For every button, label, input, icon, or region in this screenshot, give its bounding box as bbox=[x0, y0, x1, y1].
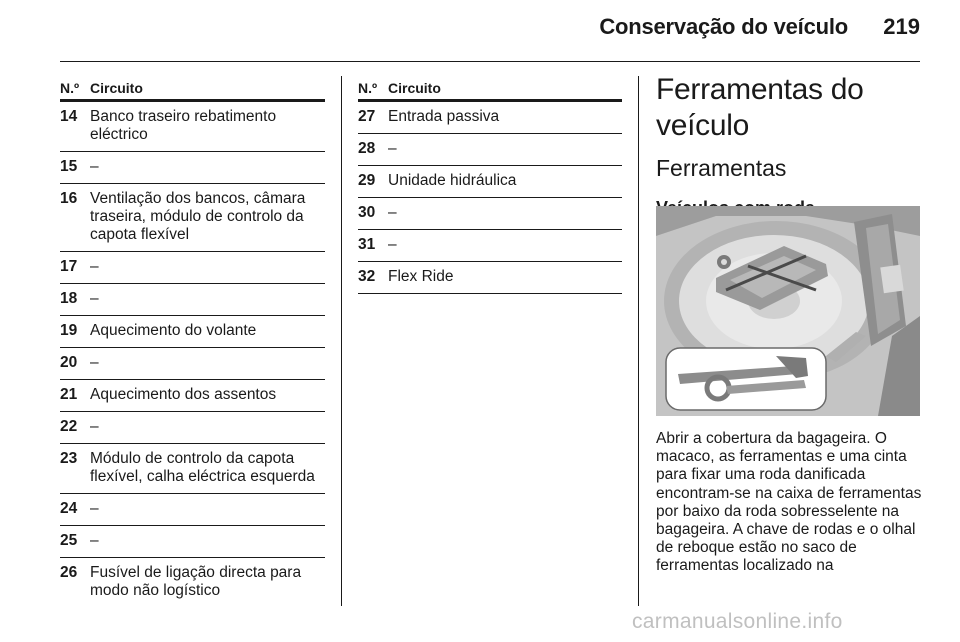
row-number: 22 bbox=[60, 418, 78, 435]
subsection-heading: Ferramentas bbox=[656, 155, 787, 181]
header-rule bbox=[60, 61, 920, 62]
header-title: Conservação do veículo bbox=[599, 14, 848, 39]
row-number: 23 bbox=[60, 450, 78, 467]
row-number: 30 bbox=[358, 204, 376, 221]
row-number: 20 bbox=[60, 354, 78, 371]
table-row bbox=[60, 102, 325, 152]
header-number: N.º bbox=[358, 80, 378, 96]
table-header bbox=[358, 80, 622, 102]
table-row bbox=[60, 494, 325, 526]
table-row bbox=[60, 526, 325, 558]
row-circuit: Unidade hidráulica bbox=[388, 172, 517, 189]
row-number: 31 bbox=[358, 236, 376, 253]
table-row bbox=[60, 558, 325, 607]
fuse-table-right bbox=[358, 80, 622, 294]
row-circuit: Entrada passiva bbox=[388, 108, 500, 125]
spare-wheel-jack-image bbox=[656, 206, 920, 416]
row-number: 32 bbox=[358, 268, 376, 285]
row-number: 17 bbox=[60, 258, 78, 275]
row-circuit: – bbox=[90, 158, 99, 175]
row-number: 15 bbox=[60, 158, 78, 175]
table-row bbox=[60, 412, 325, 444]
table-row bbox=[60, 316, 325, 348]
column-divider bbox=[638, 76, 639, 606]
table-row bbox=[358, 102, 622, 134]
row-number: 21 bbox=[60, 386, 78, 403]
section-heading: Ferramentas do veículo bbox=[656, 73, 864, 142]
table-row bbox=[60, 252, 325, 284]
row-circuit: – bbox=[90, 500, 99, 517]
row-circuit: Flex Ride bbox=[388, 268, 454, 285]
row-number: 27 bbox=[358, 108, 376, 125]
row-circuit: Banco traseiro rebatimento eléctrico bbox=[90, 108, 277, 143]
header-circuit: Circuito bbox=[90, 80, 143, 96]
watermark: carmanualsonline.info bbox=[632, 610, 843, 633]
row-number: 29 bbox=[358, 172, 376, 189]
row-number: 16 bbox=[60, 190, 78, 207]
table-row bbox=[358, 198, 622, 230]
table-row bbox=[358, 134, 622, 166]
table-row bbox=[60, 380, 325, 412]
row-number: 28 bbox=[358, 140, 376, 157]
row-number: 25 bbox=[60, 532, 78, 549]
row-number: 14 bbox=[60, 108, 78, 125]
row-number: 24 bbox=[60, 500, 78, 517]
row-circuit: Módulo de controlo da capota flexível, calha eléctrica esquerda bbox=[90, 450, 315, 485]
body-paragraph: Abrir a cobertura da bagageira. O macaco, as ferramentas e uma cinta para fixar uma roda danificada encontram-se na caixa de ferramentas por baixo da roda sobresselente na bagageira. A chave de rodas e o olhal de reboque estão no saco de ferramentas localizado na bbox=[656, 430, 922, 575]
row-circuit: – bbox=[90, 418, 99, 435]
row-circuit: – bbox=[388, 236, 397, 253]
table-row bbox=[358, 262, 622, 294]
table-row bbox=[60, 284, 325, 316]
table-row bbox=[60, 444, 325, 494]
page-number: 219 bbox=[883, 14, 920, 39]
row-number: 18 bbox=[60, 290, 78, 307]
page-header bbox=[0, 0, 960, 62]
row-circuit: – bbox=[90, 290, 99, 307]
table-header bbox=[60, 80, 325, 102]
row-circuit: – bbox=[388, 140, 397, 157]
table-row bbox=[60, 348, 325, 380]
table-row bbox=[60, 152, 325, 184]
column-divider bbox=[341, 76, 342, 606]
table-row bbox=[60, 184, 325, 252]
row-circuit: Aquecimento dos assentos bbox=[90, 386, 277, 403]
row-circuit: – bbox=[90, 258, 99, 275]
tools-illustration bbox=[656, 206, 920, 416]
row-circuit: – bbox=[90, 354, 99, 371]
table-row bbox=[358, 230, 622, 262]
header-number: N.º bbox=[60, 80, 80, 96]
row-number: 26 bbox=[60, 564, 78, 581]
row-circuit: Ventilação dos bancos, câmara traseira, módulo de controlo da capota flexível bbox=[90, 190, 306, 243]
row-circuit: – bbox=[90, 532, 99, 549]
row-circuit: – bbox=[388, 204, 397, 221]
header-circuit: Circuito bbox=[388, 80, 441, 96]
table-row bbox=[358, 166, 622, 198]
fuse-table-left bbox=[60, 80, 325, 607]
row-number: 19 bbox=[60, 322, 78, 339]
row-circuit: Aquecimento do volante bbox=[90, 322, 257, 339]
row-circuit: Fusível de ligação directa para modo não logístico bbox=[90, 564, 302, 599]
